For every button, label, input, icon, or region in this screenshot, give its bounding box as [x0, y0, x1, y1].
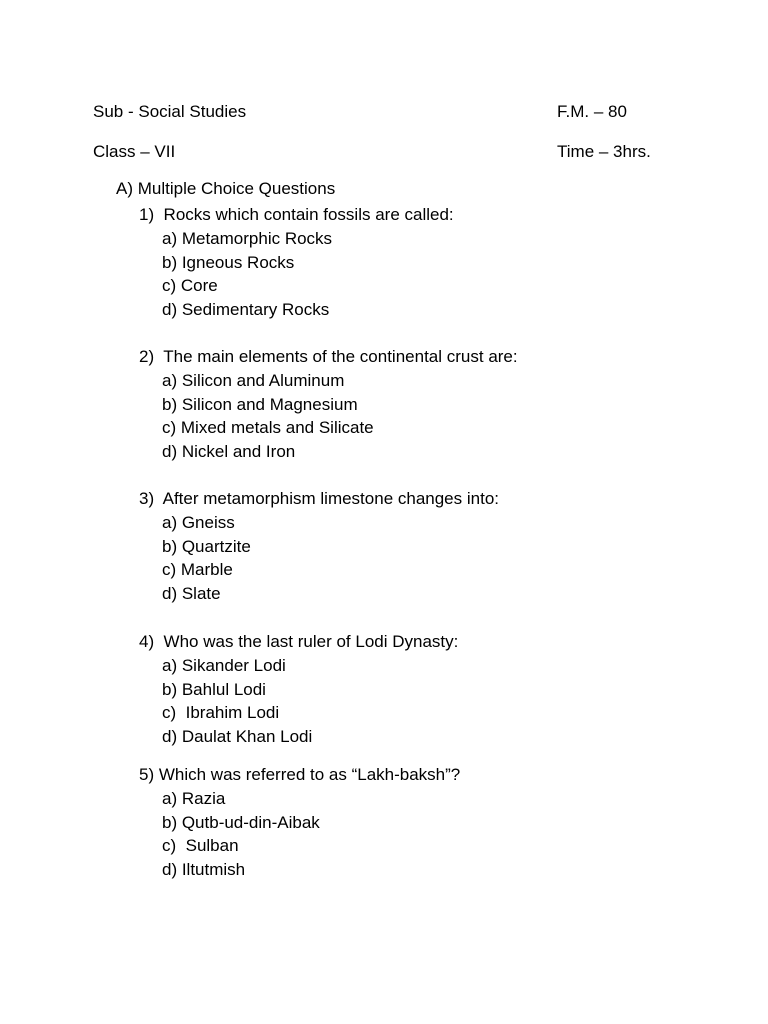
option-list	[139, 511, 699, 606]
question-stem: 4) Who was the last ruler of Lodi Dynasty:	[139, 632, 459, 651]
option-a: a) Gneiss	[162, 513, 235, 532]
option-b: b) Qutb-ud-din-Aibak	[162, 812, 320, 832]
option-list	[139, 227, 699, 322]
option-a: a) Sikander Lodi	[162, 656, 286, 675]
question-4	[139, 630, 699, 749]
class-label: Class – VII	[93, 142, 176, 161]
question-3	[139, 487, 699, 606]
option-c: c) Core	[162, 276, 218, 296]
time-label: Time – 3hrs.	[557, 142, 651, 161]
option-d: d) Iltutmish	[162, 860, 246, 880]
option-a: a) Silicon and Aluminum	[162, 371, 345, 390]
section-title: A) Multiple Choice Questions	[116, 179, 336, 198]
option-c: c) Sulban	[162, 836, 239, 856]
question-5	[139, 763, 699, 882]
option-b: b) Quartzite	[162, 536, 251, 556]
header-row-2	[93, 142, 693, 166]
option-d: d) Slate	[162, 584, 221, 604]
option-c: c) Mixed metals and Silicate	[162, 418, 374, 438]
question-stem: 3) After metamorphism limestone changes into:	[139, 489, 499, 508]
option-d: d) Daulat Khan Lodi	[162, 727, 313, 747]
option-d: d) Nickel and Iron	[162, 442, 296, 462]
question-1	[139, 203, 699, 322]
option-a: a) Metamorphic Rocks	[162, 229, 333, 248]
option-b: b) Bahlul Lodi	[162, 679, 266, 699]
question-stem: 5) Which was referred to as “Lakh-baksh”?	[139, 765, 461, 784]
option-d: d) Sedimentary Rocks	[162, 300, 330, 320]
option-c: c) Ibrahim Lodi	[162, 703, 280, 723]
question-2	[139, 345, 699, 464]
subject-label: Sub - Social Studies	[93, 102, 247, 121]
question-stem: 2) The main elements of the continental crust are:	[139, 347, 518, 366]
question-stem: 1) Rocks which contain fossils are called:	[139, 205, 454, 224]
option-b: b) Silicon and Magnesium	[162, 394, 358, 414]
option-list	[139, 787, 699, 882]
full-marks-label: F.M. – 80	[557, 102, 627, 121]
option-list	[139, 369, 699, 464]
option-b: b) Igneous Rocks	[162, 252, 295, 272]
option-c: c) Marble	[162, 560, 233, 580]
option-list	[139, 654, 699, 749]
option-a: a) Razia	[162, 789, 226, 808]
header-row-1	[93, 102, 693, 126]
